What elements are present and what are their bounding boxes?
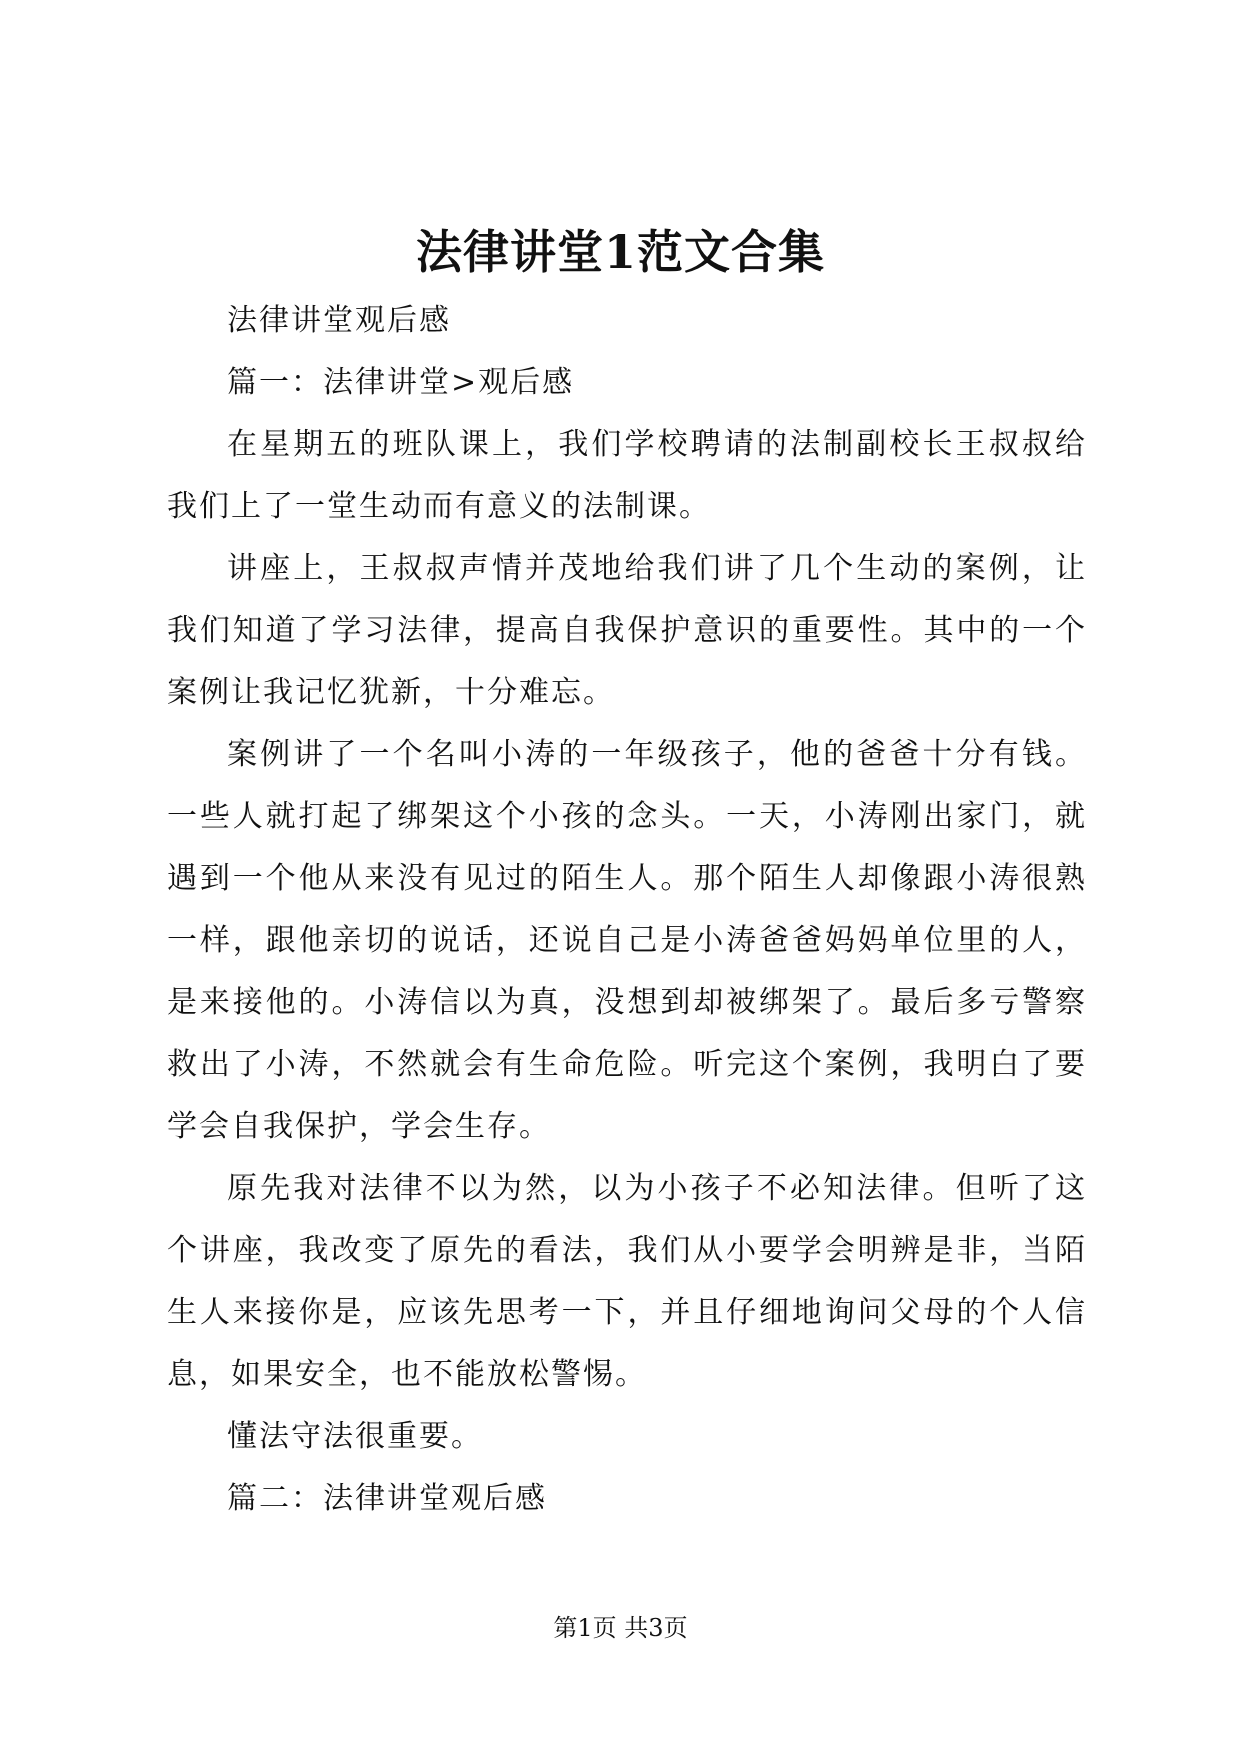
paragraph: 篇二：法律讲堂观后感 [227,1481,547,1516]
document-body [167,290,1087,1530]
paragraph: 篇一：法律讲堂>观后感 [227,365,575,400]
page-number-footer: 第1页 共3页 [553,1614,688,1642]
document-title: 法律讲堂1范文合集 [415,225,825,279]
paragraph: 法律讲堂观后感 [227,303,451,338]
paragraph: 原先我对法律不以为然，以为小孩子不必知法律。但听了这个讲座，我改变了原先的看法，我们从小要学会明辨是非，当陌生人来接你是，应该先思考一下，并且仔细地询问父母的个人信息，如果安全，也不能放松警惕。 [167,1171,1087,1392]
paragraph: 懂法守法很重要。 [227,1419,483,1454]
paragraph: 讲座上，王叔叔声情并茂地给我们讲了几个生动的案例，让我们知道了学习法律，提高自我保护意识的重要性。其中的一个案例让我记忆犹新，十分难忘。 [167,551,1087,710]
paragraph: 案例讲了一个名叫小涛的一年级孩子，他的爸爸十分有钱。一些人就打起了绑架这个小孩的念头。一天，小涛刚出家门，就遇到一个他从来没有见过的陌生人。那个陌生人却像跟小涛很熟一样，跟他亲切的说话，还说自己是小涛爸爸妈妈单位里的人，是来接他的。小涛信以为真，没想到却被绑架了。最后多亏警察救出了小涛，不然就会有生命危险。听完这个案例，我明白了要学会自我保护，学会生存。 [167,737,1087,1144]
paragraph: 在星期五的班队课上，我们学校聘请的法制副校长王叔叔给我们上了一堂生动而有意义的法制课。 [167,427,1087,524]
